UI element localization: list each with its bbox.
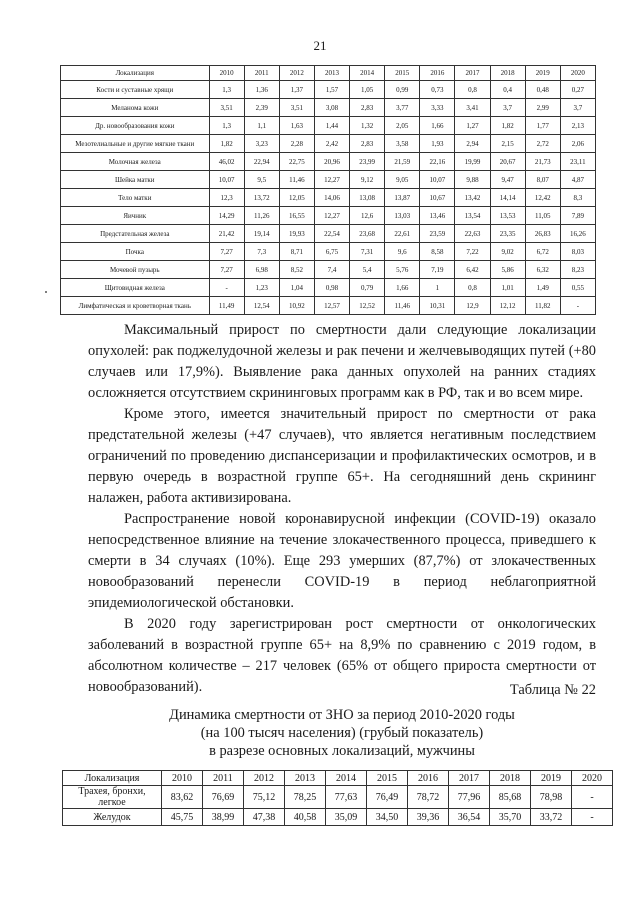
value-cell: 23,99: [350, 153, 385, 171]
localization-cell: Предстательная железа: [61, 225, 210, 243]
value-cell: 10,31: [420, 297, 455, 315]
column-header-year: 2017: [455, 66, 490, 81]
value-cell: 0,8: [455, 279, 490, 297]
column-header-year: 2015: [367, 771, 408, 786]
value-cell: 1,82: [490, 117, 525, 135]
page-number: 21: [313, 38, 327, 53]
table-title-line: в разрезе основных локализаций, мужчины: [209, 743, 475, 759]
value-cell: 0,55: [560, 279, 595, 297]
value-cell: 3,7: [490, 99, 525, 117]
value-cell: 2,83: [350, 99, 385, 117]
value-cell: 0,98: [314, 279, 349, 297]
column-header-year: 2020: [560, 66, 595, 81]
value-cell: 0,48: [525, 81, 560, 99]
column-header-year: 2014: [350, 66, 385, 81]
column-header-year: 2019: [531, 771, 572, 786]
value-cell: 1,66: [420, 117, 455, 135]
value-cell: 11,46: [385, 297, 420, 315]
value-cell: 3,41: [455, 99, 490, 117]
value-cell: 7,3: [244, 243, 279, 261]
value-cell: 2,99: [525, 99, 560, 117]
value-cell: 10,07: [209, 171, 244, 189]
value-cell: 47,38: [244, 809, 285, 826]
value-cell: 2,94: [455, 135, 490, 153]
value-cell: 3,23: [244, 135, 279, 153]
value-cell: 1,57: [314, 81, 349, 99]
value-cell: 1,66: [385, 279, 420, 297]
value-cell: 77,96: [449, 786, 490, 809]
table-title: [88, 706, 596, 760]
value-cell: 2,42: [314, 135, 349, 153]
value-cell: 2,83: [350, 135, 385, 153]
column-header-year: 2010: [209, 66, 244, 81]
paragraph-2: Кроме этого, имеется значительный прирост по смертности от рака предстательной железы (+47 случаев), что является негативным последствием ограничений по проведению диспансеризации и профилактических осмотров, и в первую очередь в возрастной группе 65+. На сегодняшний день скрининг налажен, работа активизирована.: [88, 406, 596, 506]
value-cell: 0,99: [385, 81, 420, 99]
value-cell: 78,25: [285, 786, 326, 809]
mortality-table-by-localization: [60, 65, 596, 315]
value-cell: 6,72: [525, 243, 560, 261]
value-cell: 40,58: [285, 809, 326, 826]
value-cell: 11,05: [525, 207, 560, 225]
value-cell: 8,23: [560, 261, 595, 279]
table-row: [61, 81, 596, 99]
value-cell: 33,72: [531, 809, 572, 826]
value-cell: 1,77: [525, 117, 560, 135]
column-header-year: 2013: [285, 771, 326, 786]
table-row: [61, 207, 596, 225]
value-cell: 46,02: [209, 153, 244, 171]
value-cell: 11,26: [244, 207, 279, 225]
value-cell: 13,03: [385, 207, 420, 225]
value-cell: 3,7: [560, 99, 595, 117]
column-header-year: 2016: [408, 771, 449, 786]
value-cell: 1,49: [525, 279, 560, 297]
table-row: [63, 786, 613, 809]
localization-cell: Щитовидная железа: [61, 279, 210, 297]
value-cell: -: [560, 297, 595, 315]
localization-cell: Лимфатическая и кроветворная ткань: [61, 297, 210, 315]
value-cell: -: [209, 279, 244, 297]
column-header-localization: Локализация: [63, 771, 162, 786]
value-cell: 21,42: [209, 225, 244, 243]
localization-cell: Меланома кожи: [61, 99, 210, 117]
value-cell: 1,37: [279, 81, 314, 99]
value-cell: 0,8: [455, 81, 490, 99]
table-row: [61, 171, 596, 189]
value-cell: 35,09: [326, 809, 367, 826]
value-cell: -: [572, 809, 613, 826]
column-header-year: 2019: [525, 66, 560, 81]
value-cell: 3,33: [420, 99, 455, 117]
value-cell: 78,72: [408, 786, 449, 809]
localization-cell: Мезотелиальные и другие мягкие ткани: [61, 135, 210, 153]
value-cell: 20,67: [490, 153, 525, 171]
value-cell: 9,5: [244, 171, 279, 189]
value-cell: 7,89: [560, 207, 595, 225]
value-cell: 1,27: [455, 117, 490, 135]
value-cell: 2,13: [560, 117, 595, 135]
value-cell: 10,07: [420, 171, 455, 189]
value-cell: 13,53: [490, 207, 525, 225]
table-row: [61, 279, 596, 297]
value-cell: 11,46: [279, 171, 314, 189]
table-row: [61, 297, 596, 315]
value-cell: 8,52: [279, 261, 314, 279]
value-cell: 1,3: [209, 81, 244, 99]
localization-cell: Трахея, бронхи, легкое: [63, 786, 162, 809]
localization-cell: Молочная железа: [61, 153, 210, 171]
value-cell: 3,77: [385, 99, 420, 117]
value-cell: 5,4: [350, 261, 385, 279]
value-cell: 35,70: [490, 809, 531, 826]
value-cell: 13,46: [420, 207, 455, 225]
column-header-year: 2010: [162, 771, 203, 786]
value-cell: 5,86: [490, 261, 525, 279]
table-row: [61, 261, 596, 279]
value-cell: 7,4: [314, 261, 349, 279]
paragraph-3: Распространение новой коронавирусной инфекции (COVID-19) оказало непосредственное влияние на течение злокачественного процесса, приведшего к смерти в 34 случаях (10%). Еще 293 умерших (87,7%) от злокачественных новообразований перенесли COVID-19 в период неблагоприятной эпидемиологической обстановки.: [88, 511, 596, 611]
value-cell: 10,92: [279, 297, 314, 315]
value-cell: 19,93: [279, 225, 314, 243]
value-cell: 13,42: [455, 189, 490, 207]
column-header-year: 2012: [244, 771, 285, 786]
value-cell: 5,76: [385, 261, 420, 279]
value-cell: 12,54: [244, 297, 279, 315]
value-cell: 77,63: [326, 786, 367, 809]
body-text: [88, 320, 596, 698]
value-cell: 13,87: [385, 189, 420, 207]
value-cell: 2,72: [525, 135, 560, 153]
value-cell: 0,27: [560, 81, 595, 99]
value-cell: 13,08: [350, 189, 385, 207]
value-cell: 2,15: [490, 135, 525, 153]
value-cell: 2,06: [560, 135, 595, 153]
value-cell: 14,14: [490, 189, 525, 207]
value-cell: 9,12: [350, 171, 385, 189]
value-cell: 1,23: [244, 279, 279, 297]
value-cell: 4,87: [560, 171, 595, 189]
table-row: [61, 117, 596, 135]
table-number-caption: Таблица № 22: [509, 682, 596, 698]
value-cell: 6,42: [455, 261, 490, 279]
table-title-line: (на 100 тысяч населения) (грубый показатель): [200, 725, 484, 741]
table-header-row: [63, 771, 613, 786]
value-cell: 9,88: [455, 171, 490, 189]
value-cell: 9,05: [385, 171, 420, 189]
value-cell: 76,49: [367, 786, 408, 809]
value-cell: 8,03: [560, 243, 595, 261]
value-cell: 23,68: [350, 225, 385, 243]
mortality-table-men: [62, 770, 613, 826]
column-header-year: 2018: [490, 66, 525, 81]
value-cell: 8,71: [279, 243, 314, 261]
value-cell: 1,44: [314, 117, 349, 135]
localization-cell: Яичник: [61, 207, 210, 225]
paragraph-1: Максимальный прирост по смертности дали следующие локализации опухолей: рак поджелудочной железы и рак печени и желчевыводящих путей (+80 случаев или 17,9%). Выявление рака данных опухолей на ранних стадиях осложняется отсутствием скрининговых программ как в РФ, так и во всем мире.: [88, 322, 596, 401]
table-row: [61, 153, 596, 171]
value-cell: 22,61: [385, 225, 420, 243]
value-cell: 23,11: [560, 153, 595, 171]
value-cell: 20,96: [314, 153, 349, 171]
value-cell: 12,27: [314, 207, 349, 225]
value-cell: 1,1: [244, 117, 279, 135]
column-header-localization: Локализация: [61, 66, 210, 81]
value-cell: 7,19: [420, 261, 455, 279]
value-cell: 8,07: [525, 171, 560, 189]
value-cell: 1,04: [279, 279, 314, 297]
value-cell: 19,99: [455, 153, 490, 171]
localization-cell: Др. новообразования кожи: [61, 117, 210, 135]
value-cell: 19,14: [244, 225, 279, 243]
column-header-year: 2011: [203, 771, 244, 786]
value-cell: 14,06: [314, 189, 349, 207]
value-cell: 12,27: [314, 171, 349, 189]
localization-cell: Кости и суставные хрящи: [61, 81, 210, 99]
value-cell: 3,51: [209, 99, 244, 117]
value-cell: 12,52: [350, 297, 385, 315]
value-cell: 9,02: [490, 243, 525, 261]
value-cell: 7,27: [209, 243, 244, 261]
table-row: [61, 99, 596, 117]
value-cell: 34,50: [367, 809, 408, 826]
value-cell: 1,36: [244, 81, 279, 99]
value-cell: 75,12: [244, 786, 285, 809]
value-cell: 7,27: [209, 261, 244, 279]
value-cell: 11,82: [525, 297, 560, 315]
value-cell: 83,62: [162, 786, 203, 809]
value-cell: 2,05: [385, 117, 420, 135]
value-cell: 12,57: [314, 297, 349, 315]
value-cell: 13,72: [244, 189, 279, 207]
value-cell: 0,4: [490, 81, 525, 99]
value-cell: 14,29: [209, 207, 244, 225]
value-cell: 12,12: [490, 297, 525, 315]
value-cell: 0,79: [350, 279, 385, 297]
value-cell: 26,83: [525, 225, 560, 243]
value-cell: 16,26: [560, 225, 595, 243]
value-cell: 23,59: [420, 225, 455, 243]
value-cell: 1,05: [350, 81, 385, 99]
value-cell: 39,36: [408, 809, 449, 826]
value-cell: 11,49: [209, 297, 244, 315]
column-header-year: 2018: [490, 771, 531, 786]
column-header-year: 2015: [385, 66, 420, 81]
value-cell: 1,01: [490, 279, 525, 297]
value-cell: 78,98: [531, 786, 572, 809]
value-cell: 7,31: [350, 243, 385, 261]
value-cell: 12,05: [279, 189, 314, 207]
value-cell: 21,73: [525, 153, 560, 171]
value-cell: 16,55: [279, 207, 314, 225]
value-cell: 7,22: [455, 243, 490, 261]
table-row: [61, 243, 596, 261]
value-cell: 3,08: [314, 99, 349, 117]
value-cell: 8,3: [560, 189, 595, 207]
column-header-year: 2016: [420, 66, 455, 81]
localization-cell: Тело матки: [61, 189, 210, 207]
value-cell: 6,32: [525, 261, 560, 279]
value-cell: 23,35: [490, 225, 525, 243]
value-cell: 22,75: [279, 153, 314, 171]
value-cell: 1,32: [350, 117, 385, 135]
value-cell: 12,42: [525, 189, 560, 207]
column-header-year: 2013: [314, 66, 349, 81]
table-row: [63, 809, 613, 826]
value-cell: 21,59: [385, 153, 420, 171]
value-cell: 1,82: [209, 135, 244, 153]
value-cell: 12,6: [350, 207, 385, 225]
value-cell: 1: [420, 279, 455, 297]
value-cell: 9,6: [385, 243, 420, 261]
value-cell: 76,69: [203, 786, 244, 809]
value-cell: -: [572, 786, 613, 809]
value-cell: 85,68: [490, 786, 531, 809]
scan-artifact-dot: [45, 291, 47, 293]
value-cell: 38,99: [203, 809, 244, 826]
value-cell: 8,58: [420, 243, 455, 261]
value-cell: 22,94: [244, 153, 279, 171]
value-cell: 6,98: [244, 261, 279, 279]
localization-cell: Желудок: [63, 809, 162, 826]
value-cell: 45,75: [162, 809, 203, 826]
value-cell: 10,67: [420, 189, 455, 207]
column-header-year: 2017: [449, 771, 490, 786]
value-cell: 1,3: [209, 117, 244, 135]
value-cell: 12,3: [209, 189, 244, 207]
value-cell: 2,39: [244, 99, 279, 117]
value-cell: 22,63: [455, 225, 490, 243]
value-cell: 3,51: [279, 99, 314, 117]
value-cell: 3,58: [385, 135, 420, 153]
table-row: [61, 135, 596, 153]
value-cell: 1,93: [420, 135, 455, 153]
value-cell: 9,47: [490, 171, 525, 189]
value-cell: 0,73: [420, 81, 455, 99]
value-cell: 6,75: [314, 243, 349, 261]
localization-cell: Мочевой пузырь: [61, 261, 210, 279]
value-cell: 22,54: [314, 225, 349, 243]
table-row: [61, 189, 596, 207]
table-title-line: Динамика смертности от ЗНО за период 2010-2020 годы: [169, 707, 515, 723]
value-cell: 13,54: [455, 207, 490, 225]
column-header-year: 2012: [279, 66, 314, 81]
localization-cell: Шейка матки: [61, 171, 210, 189]
value-cell: 12,9: [455, 297, 490, 315]
column-header-year: 2011: [244, 66, 279, 81]
value-cell: 2,28: [279, 135, 314, 153]
table-header-row: [61, 66, 596, 81]
value-cell: 36,54: [449, 809, 490, 826]
table-row: [61, 225, 596, 243]
value-cell: 1,63: [279, 117, 314, 135]
localization-cell: Почка: [61, 243, 210, 261]
paragraph-4: В 2020 году зарегистрирован рост смертности от онкологических заболеваний в возрастной группе 65+ на 8,9% по сравнению с 2019 годом, в абсолютном количестве – 217 человек (65% от общего прироста смертности от новообразований).: [88, 616, 596, 695]
column-header-year: 2020: [572, 771, 613, 786]
value-cell: 22,16: [420, 153, 455, 171]
column-header-year: 2014: [326, 771, 367, 786]
